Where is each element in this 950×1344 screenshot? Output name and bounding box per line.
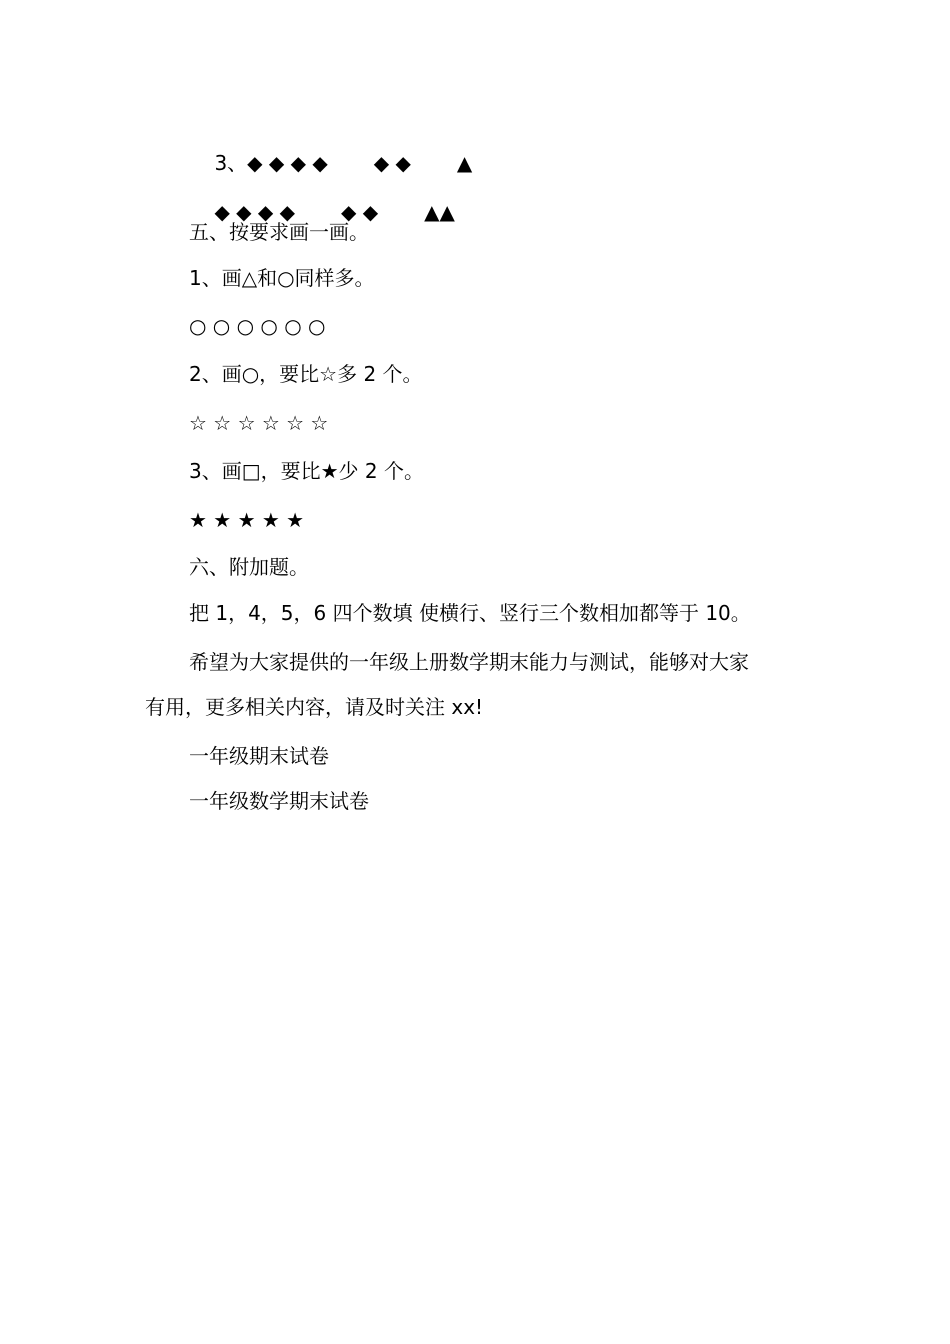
q5-item3-instruction: 3、画□，要比★少 2 个。 [189,459,424,483]
q5-item2-stars: ☆ ☆ ☆ ☆ ☆ ☆ [189,411,329,435]
related-link-2[interactable]: 一年级数学期末试卷 [189,789,369,813]
triangle-group-two: ▲▲ [424,200,455,224]
diamond-group-two: ◆ ◆ [373,151,411,175]
related-link-1[interactable]: 一年级期末试卷 [189,744,329,768]
closing-paragraph-line2: 有用，更多相关内容，请及时关注 xx! [145,695,484,719]
diamond-group-two: ◆ ◆ [341,200,379,224]
item-number: 3、 [214,151,248,175]
section-six-title: 六、附加题。 [189,555,309,579]
q6-body: 把 1，4，5，6 四个数填 使横行、竖行三个数相加都等于 10。 [189,601,751,625]
section-five-title: 五、按要求画一画。 [189,220,369,244]
triangle-group-one: ▲ [456,151,473,175]
q5-item1-instruction: 1、画△和○同样多。 [189,266,375,290]
q5-item1-circles: ○ ○ ○ ○ ○ ○ [189,314,326,338]
diamond-group-four: ◆ ◆ ◆ ◆ [214,200,296,224]
closing-paragraph-line1: 希望为大家提供的一年级上册数学期末能力与测试，能够对大家 [189,650,749,674]
q5-item2-instruction: 2、画○，要比☆多 2 个。 [189,362,423,386]
q5-item3-black-stars: ★ ★ ★ ★ ★ [189,508,305,532]
diamond-group-four: ◆ ◆ ◆ ◆ [247,151,328,175]
